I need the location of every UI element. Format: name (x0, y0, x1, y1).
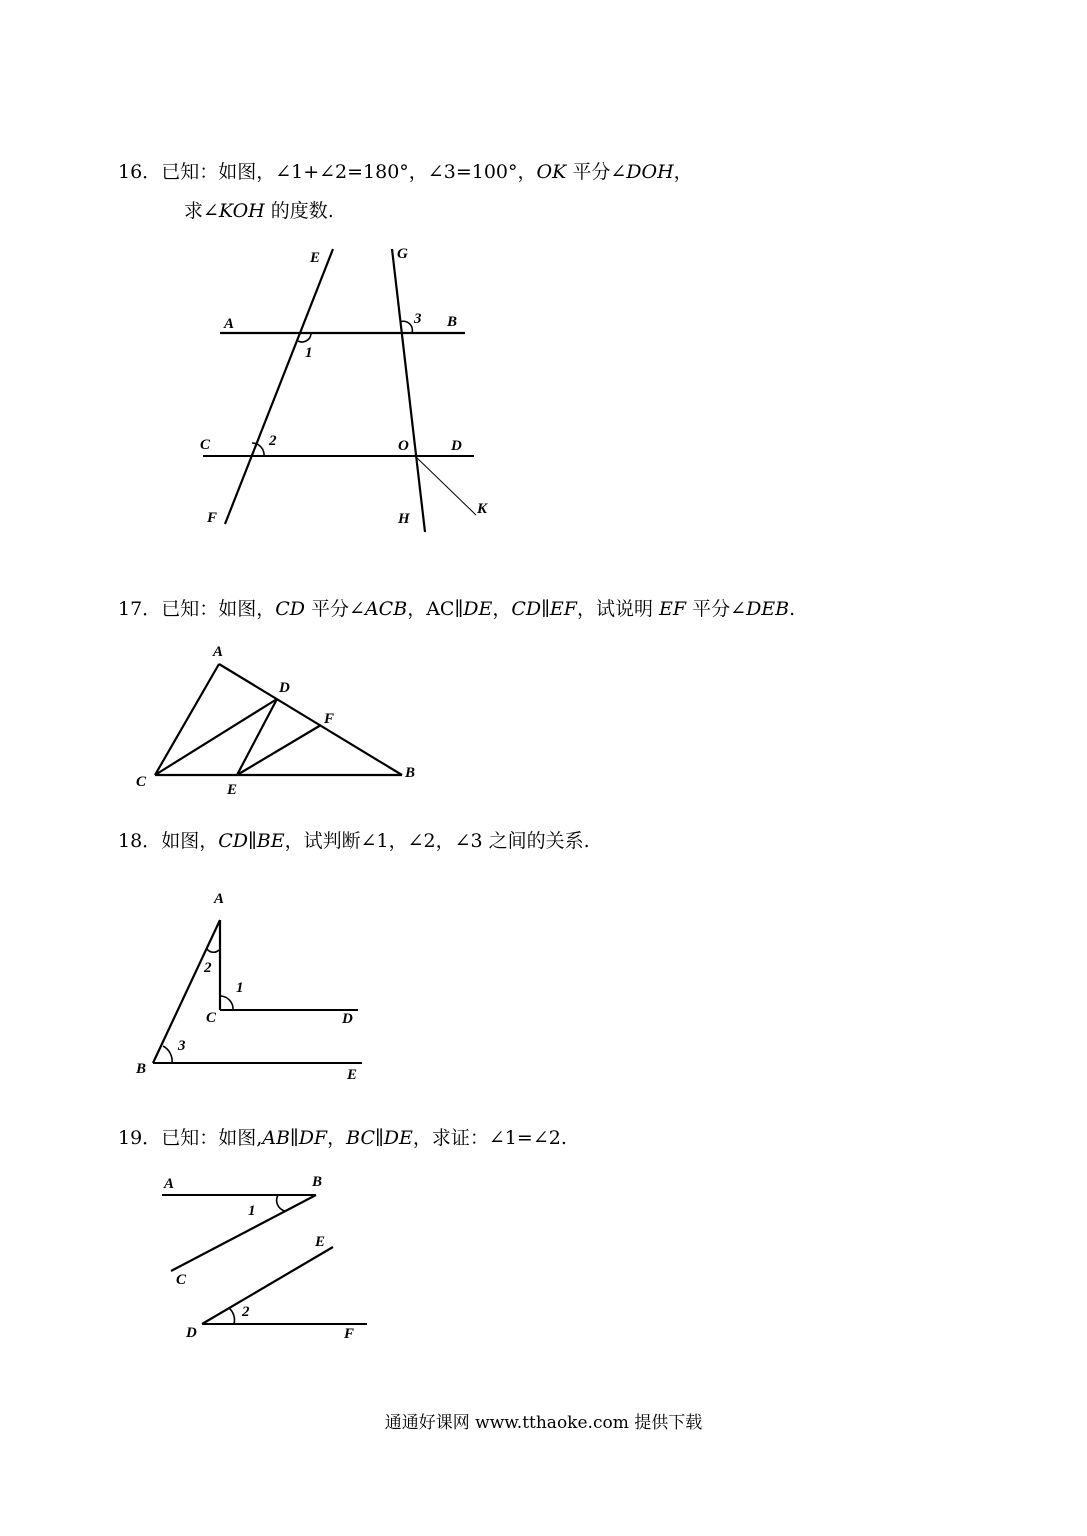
label-b: B (136, 1061, 147, 1077)
line-de (202, 1247, 333, 1324)
text-segment: CD (275, 598, 305, 620)
label-o: O (398, 438, 409, 454)
text-segment: ， (673, 161, 693, 183)
label-3: 3 (178, 1038, 186, 1054)
text-segment: ，AC∥ (407, 598, 464, 620)
label-a: A (224, 316, 235, 332)
label-d: D (342, 1011, 353, 1027)
label-c: C (176, 1272, 187, 1288)
text-segment: OK (536, 161, 567, 183)
label-d: D (451, 438, 462, 454)
label-1: 1 (305, 345, 313, 361)
text-segment: DF (298, 1127, 328, 1149)
text-segment: BE (256, 830, 285, 852)
label-1: 1 (248, 1203, 256, 1219)
label-e: E (347, 1067, 358, 1083)
label-a: A (164, 1176, 175, 1192)
text-segment: 已知：如图， (161, 598, 276, 620)
label-b: B (312, 1174, 323, 1190)
footer-source: 通通好课网 www.tthaoke.com 提供下载 (384, 1413, 703, 1433)
label-2: 2 (242, 1304, 250, 1320)
text-segment: 已知：如图, (161, 1127, 263, 1149)
label-e: E (227, 782, 238, 798)
question-17-number: 17． (118, 598, 162, 620)
text-segment: . (789, 598, 796, 620)
text-segment: ∥ (247, 830, 257, 852)
text-segment: DOH (626, 161, 674, 183)
text-segment: CD (218, 830, 248, 852)
text-segment: 已知：如图，∠1+∠2=180°，∠3=100°， (161, 161, 537, 183)
label-f: F (207, 510, 218, 526)
label-1: 1 (236, 980, 244, 996)
text-segment: DE (463, 598, 493, 620)
label-g: G (397, 246, 408, 262)
text-segment: ， (327, 1127, 347, 1149)
label-c: C (200, 437, 211, 453)
text-segment: 平分∠ (304, 598, 365, 620)
label-2: 2 (204, 960, 212, 976)
label-2: 2 (269, 433, 277, 449)
text-segment: ∥ (289, 1127, 299, 1149)
label-b: B (447, 314, 458, 330)
text-segment: KOH (218, 200, 265, 222)
label-d: D (186, 1325, 197, 1341)
question-16-number: 16． (118, 161, 162, 183)
question-19-number: 19． (118, 1127, 162, 1149)
text-segment: ∥ (375, 1127, 384, 1149)
label-h: H (398, 511, 410, 527)
text-segment: AB (262, 1127, 290, 1149)
text-segment: EF (659, 598, 687, 620)
text-segment: 平分∠ (566, 161, 627, 183)
text-segment: 求∠ (184, 200, 219, 222)
angle-1-arc (277, 1195, 285, 1211)
angle-2-arc (229, 1308, 234, 1324)
label-f: F (324, 711, 335, 727)
label-b: B (405, 765, 416, 781)
text-segment: ， (492, 598, 512, 620)
text-segment: ∥ (541, 598, 550, 620)
text-segment: DEB (746, 598, 790, 620)
line-bc (171, 1195, 316, 1271)
text-segment: BC (346, 1127, 375, 1149)
text-segment: ACB (364, 598, 408, 620)
label-f: F (344, 1326, 355, 1342)
label-3: 3 (414, 311, 422, 327)
text-segment: CD (511, 598, 542, 620)
label-e: E (315, 1234, 326, 1250)
text-segment: DE (383, 1127, 413, 1149)
text-segment: 如图， (161, 830, 219, 852)
text-segment: ，试判断∠1，∠2，∠3 之间的关系. (284, 830, 590, 852)
label-c: C (206, 1010, 217, 1026)
label-d: D (279, 680, 290, 696)
label-k: K (477, 501, 488, 517)
label-a: A (214, 891, 225, 907)
text-segment: 平分∠ (686, 598, 747, 620)
label-c: C (136, 774, 147, 790)
text-segment: 的度数. (264, 200, 334, 222)
label-a: A (213, 644, 224, 660)
question-18-number: 18． (118, 830, 162, 852)
label-e: E (310, 250, 321, 266)
text-segment: ，试说明 (576, 598, 660, 620)
text-segment: EF (549, 598, 577, 620)
text-segment: ，求证：∠1=∠2. (412, 1127, 567, 1149)
